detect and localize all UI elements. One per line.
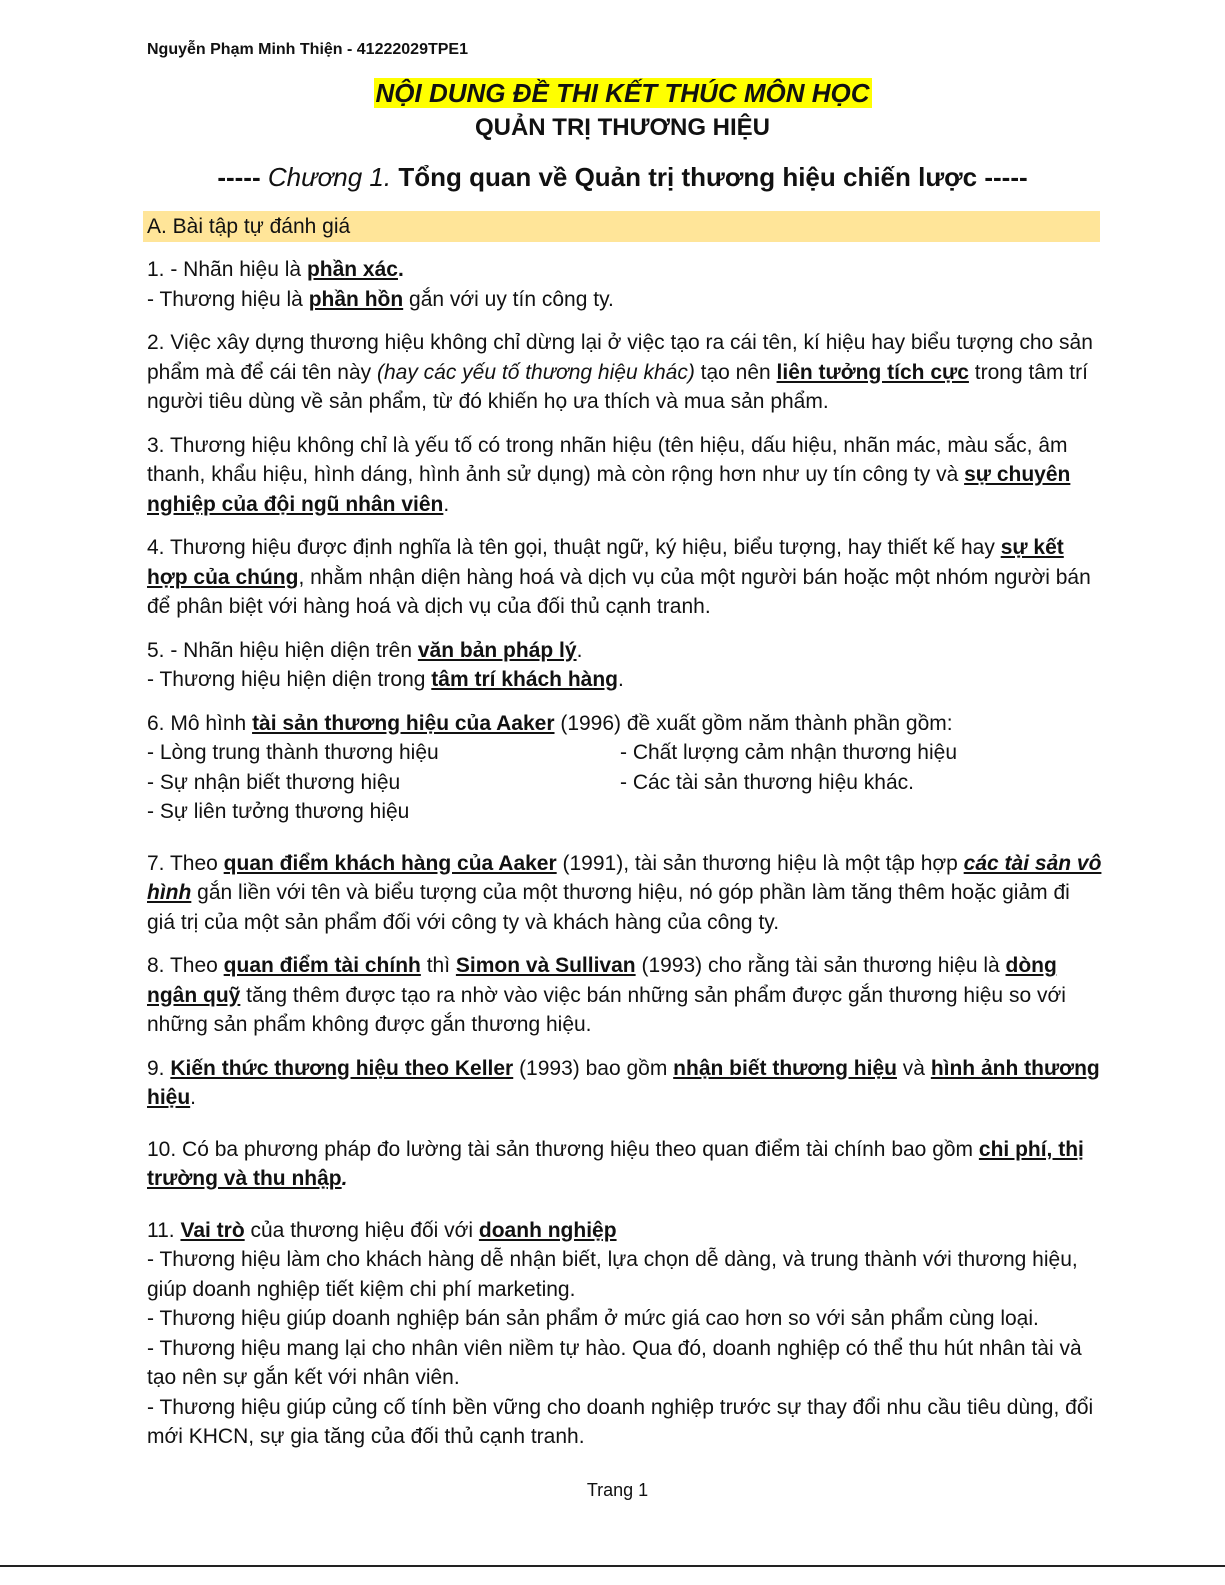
role-bullet: - Thương hiệu giúp củng cố tính bền vững cho doanh nghiệp trước sự thay đổi nhu cầu tiêu dùng, đổi mới KHCN, sự gia tăng của đối thủ cạnh tranh. [147, 1395, 1094, 1448]
answer-keyword: phần xác [306, 258, 398, 281]
answer-keyword: quan điểm tài chính [223, 954, 421, 977]
aaker-component: - Sự liên tưởng thương hiệu [147, 800, 410, 823]
answer-keyword: Vai trò [180, 1218, 245, 1242]
answer-keyword: phần hồn [308, 287, 404, 311]
chapter-dash-right: ----- [984, 162, 1028, 192]
page-number: Trang 1 [586, 1480, 649, 1500]
answer-keyword: tài sản thương hiệu của Aaker [252, 711, 555, 735]
answer-keyword: dòng ngân quỹ [147, 954, 1057, 1007]
role-bullet: - Thương hiệu làm cho khách hàng dễ nhận biết, lựa chọn dễ dàng, và trung thành với thương hiệu, giúp doanh nghiệp tiết kiệm chi phí marketing. [147, 1248, 1078, 1301]
main-title-highlight: NỘI DUNG ĐỀ THI KẾT THÚC MÔN HỌC [375, 78, 870, 108]
role-bullet: - Thương hiệu giúp doanh nghiệp bán sản phẩm ở mức giá cao hơn so với sản phẩm cùng loại. [147, 1307, 1039, 1330]
question-4: 4. Thương hiệu được định nghĩa là tên gọi, thuật ngữ, ký hiệu, biểu tượng, hay thiết kế hay sự kết hợp của chúng, nhằm nhận diện hàng hoá và dịch vụ của một người bán hoặc một nhóm người bán để phân biệt với hàng hoá và dịch vụ của đối thủ cạnh tranh. [147, 536, 1091, 618]
answer-keyword: liên tưởng tích cực [776, 360, 969, 384]
answer-keyword: chi phí, thị trường và thu nhập [147, 1137, 1084, 1190]
answer-keyword: sự chuyên nghiệp của đội ngũ nhân viên [147, 463, 1071, 516]
chapter-dash-left: ----- [217, 162, 261, 192]
section-heading: A. Bài tập tự đánh giá [143, 211, 1100, 242]
aaker-components-row: - Lòng trung thành thương hiệu - Chất lượng cảm nhận thương hiệu [147, 741, 958, 764]
answer-keyword: hình ảnh thương hiệu [147, 1056, 1100, 1109]
main-title [0, 77, 1225, 109]
answer-keyword: nhận biết thương hiệu [673, 1056, 897, 1080]
answer-keyword: văn bản pháp lý [417, 638, 577, 662]
answer-keyword: tâm trí khách hàng [431, 668, 618, 691]
question-8: 8. Theo quan điểm tài chính thì Simon và Sullivan (1993) cho rằng tài sản thương hiệu là dòng ngân quỹ tăng thêm được tạo ra nhờ vào việc bán những sản phẩm được gắn thương hiệu so với những sản phẩm không được gắn thương hiệu. [147, 954, 1066, 1036]
question-6: 6. Mô hình tài sản thương hiệu của Aaker (1996) đề xuất gồm năm thành phần gồm: - Lòng trung thành thương hiệu - Chất lượng cảm nhận thương hiệu - Sự nhận biết thương hiệu - Các tài sản thương hiệu khác. - Sự liên tưởng thương hiệu [147, 709, 1102, 827]
question-1: 1. - Nhãn hiệu là phần xác. - Thương hiệu là phần hồn gắn với uy tín công ty. [147, 258, 614, 311]
question-3: 3. Thương hiệu không chỉ là yếu tố có trong nhãn hiệu (tên hiệu, dấu hiệu, nhãn mác, màu sắc, âm thanh, khẩu hiệu, hình dáng, hình ảnh sử dụng) mà còn rộng hơn như uy tín công ty và sự chuyên nghiệp của đội ngũ nhân viên. [147, 433, 1071, 516]
question-2: 2. Việc xây dựng thương hiệu không chỉ dừng lại ở việc tạo ra cái tên, kí hiệu hay biểu tượng cho sản phẩm mà để cái tên này (hay các yếu tố thương hiệu khác) tạo nên liên tưởng tích cực trong tâm trí người tiêu dùng về sản phẩm, từ đó khiến họ ưa thích và mua sản phẩm. [147, 331, 1093, 413]
chapter-label: Chương 1. [267, 162, 392, 192]
question-5: 5. - Nhãn hiệu hiện diện trên văn bản pháp lý. - Thương hiệu hiện diện trong tâm trí khách hàng. [147, 638, 624, 691]
document-body [147, 255, 1102, 1466]
question-10: 10. Có ba phương pháp đo lường tài sản thương hiệu theo quan điểm tài chính bao gồm chi phí, thị trường và thu nhập. [147, 1137, 1084, 1190]
answer-keyword: Simon và Sullivan [455, 954, 636, 977]
answer-keyword-emphasis: các tài sản vô hình [147, 851, 1102, 904]
chapter-name: Tổng quan về Quản trị thương hiệu chiến lược [398, 162, 978, 192]
answer-keyword: Kiến thức thương hiệu theo Keller [170, 1056, 514, 1080]
page-bottom-divider [0, 1565, 1225, 1567]
answer-keyword: sự kết hợp của chúng [147, 536, 1064, 589]
aaker-components-row: - Sự nhận biết thương hiệu - Các tài sản thương hiệu khác. [147, 770, 914, 794]
subject-title: QUẢN TRỊ THƯƠNG HIỆU [474, 114, 771, 141]
question-11: 11. Vai trò của thương hiệu đối với doanh nghiệp - Thương hiệu làm cho khách hàng dễ nhận biết, lựa chọn dễ dàng, và trung thành với thương hiệu, giúp doanh nghiệp tiết kiệm chi phí marketing. - Thương hiệu giúp doanh nghiệp bán sản phẩm ở mức giá cao hơn so với sản phẩm cùng loại. - Thương hiệu mang lại cho nhân viên niềm tự hào. Qua đó, doanh nghiệp có thể thu hút nhân tài và tạo nên sự gắn kết với nhân viên. - Thương hiệu giúp củng cố tính bền vững cho doanh nghiệp trước sự thay đổi nhu cầu tiêu dùng, đổi mới KHCN, sự gia tăng của đối thủ cạnh tranh. [147, 1218, 1094, 1448]
role-bullet: - Thương hiệu mang lại cho nhân viên niềm tự hào. Qua đó, doanh nghiệp có thể thu hút nhân tài và tạo nên sự gắn kết với nhân viên. [147, 1336, 1082, 1389]
question-9: 9. Kiến thức thương hiệu theo Keller (1993) bao gồm nhận biết thương hiệu và hình ảnh thương hiệu. [147, 1056, 1100, 1109]
question-7: 7. Theo quan điểm khách hàng của Aaker (1991), tài sản thương hiệu là một tập hợp các tài sản vô hình gắn liền với tên và biểu tượng của một thương hiệu, nó góp phần làm tăng thêm hoặc giảm đi giá trị của một sản phẩm đối với công ty và khách hàng của công ty. [147, 851, 1102, 934]
answer-keyword: doanh nghiệp [478, 1218, 617, 1242]
chapter-title [0, 160, 1225, 194]
author-header: Nguyễn Phạm Minh Thiện - 41222029TPE1 [147, 41, 468, 58]
answer-keyword: quan điểm khách hàng của Aaker [223, 851, 557, 875]
